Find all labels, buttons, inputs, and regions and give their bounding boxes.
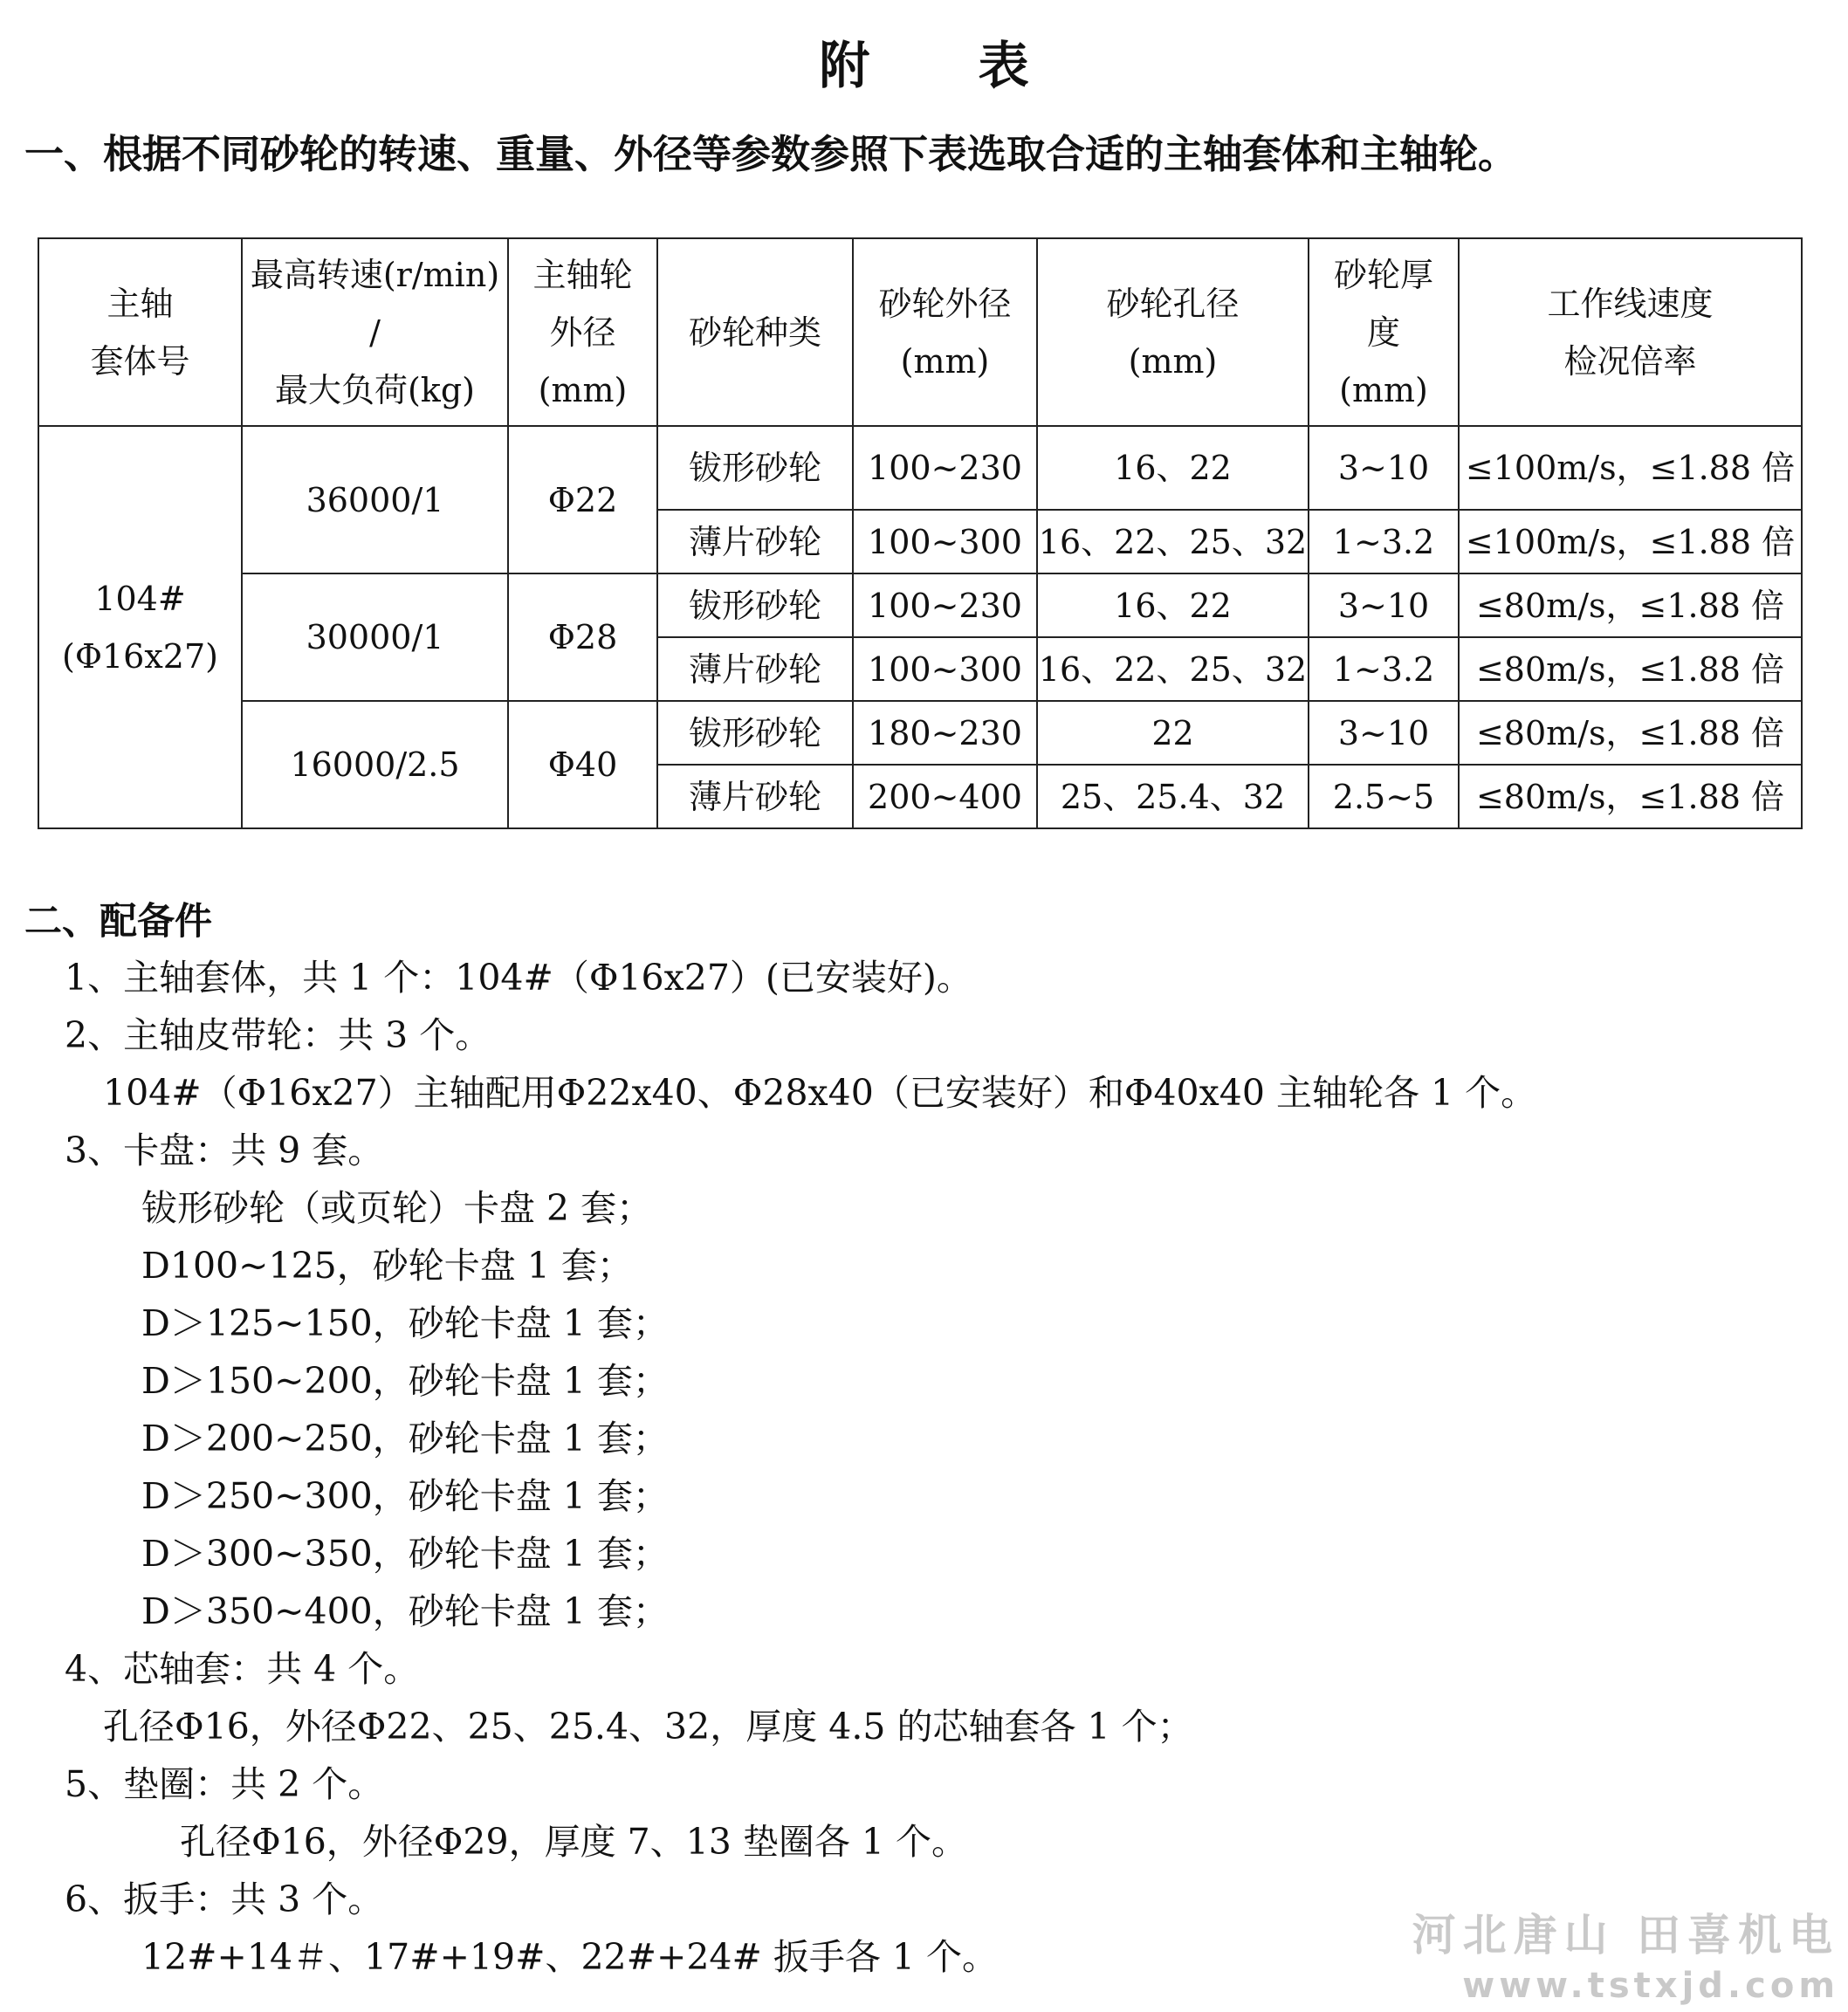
wheel-thickness-cell: 3~10 xyxy=(1309,573,1459,637)
wheel-thickness-cell: 1~3.2 xyxy=(1309,637,1459,701)
table-row xyxy=(38,426,1802,510)
list-item: 6、扳手：共 3 个。 xyxy=(65,1878,384,1920)
list-item: 1、主轴套体，共 1 个：104#（Φ16x27）(已安装好)。 xyxy=(65,957,972,999)
accessories-list xyxy=(0,949,1848,1986)
section-1-heading: 一、根据不同砂轮的转速、重量、外径等参数参照下表选取合适的主轴套体和主轴轮。 xyxy=(24,131,1518,177)
work-speed-cell: ≤80m/s，≤1.88 倍 xyxy=(1459,765,1802,828)
list-item: 2、主轴皮带轮：共 3 个。 xyxy=(65,1014,491,1056)
wheel-od-cell: 100~300 xyxy=(853,510,1037,573)
table-row xyxy=(38,573,1802,637)
wheel-type-cell: 钹形砂轮 xyxy=(657,573,853,637)
table-header-row xyxy=(38,238,1802,426)
pulley-cell: Φ28 xyxy=(508,573,657,701)
speed-load-cell: 36000/1 xyxy=(242,426,508,573)
wheel-thickness-cell: 1~3.2 xyxy=(1309,510,1459,573)
spindle-cell: 104# (Φ16x27) xyxy=(38,426,242,828)
header-wheel-bore: 砂轮孔径 (mm) xyxy=(1037,238,1309,426)
speed-load-cell: 30000/1 xyxy=(242,573,508,701)
header-speed-load: 最高转速(r/min) / 最大负荷(kg) xyxy=(242,238,508,426)
wheel-thickness-cell: 3~10 xyxy=(1309,426,1459,510)
header-spindle: 主轴 套体号 xyxy=(38,238,242,426)
wheel-od-cell: 200~400 xyxy=(853,765,1037,828)
page-title: 附 表 xyxy=(819,36,1075,95)
speed-load-cell: 16000/2.5 xyxy=(242,701,508,828)
wheel-type-cell: 薄片砂轮 xyxy=(657,765,853,828)
wheel-type-cell: 钹形砂轮 xyxy=(657,426,853,510)
spec-table xyxy=(38,237,1803,829)
header-wheel-od: 砂轮外径 (mm) xyxy=(853,238,1037,426)
work-speed-cell: ≤80m/s，≤1.88 倍 xyxy=(1459,573,1802,637)
wheel-thickness-cell: 2.5~5 xyxy=(1309,765,1459,828)
header-wheel-type: 砂轮种类 xyxy=(657,238,853,426)
wheel-thickness-cell: 3~10 xyxy=(1309,701,1459,765)
wheel-bore-cell: 16、22 xyxy=(1037,426,1309,510)
list-item: 12#+14＃、17#+19#、22#+24# 扳手各 1 个。 xyxy=(141,1936,999,1978)
list-item: D＞350~400，砂轮卡盘 1 套； xyxy=(141,1590,669,1632)
wheel-bore-cell: 25、25.4、32 xyxy=(1037,765,1309,828)
list-item: 3、卡盘：共 9 套。 xyxy=(65,1130,384,1171)
section-2-heading: 二、配备件 xyxy=(24,900,212,944)
table-row xyxy=(38,701,1802,765)
wheel-type-cell: 薄片砂轮 xyxy=(657,637,853,701)
wheel-bore-cell: 16、22、25、32 xyxy=(1037,637,1309,701)
wheel-od-cell: 100~230 xyxy=(853,573,1037,637)
list-item: 钹形砂轮（或页轮）卡盘 2 套； xyxy=(141,1187,653,1229)
list-item: 5、垫圈：共 2 个。 xyxy=(65,1763,384,1805)
wheel-od-cell: 100~300 xyxy=(853,637,1037,701)
list-item: D＞125~150，砂轮卡盘 1 套； xyxy=(141,1302,669,1344)
pulley-cell: Φ40 xyxy=(508,701,657,828)
wheel-type-cell: 钹形砂轮 xyxy=(657,701,853,765)
list-item: D100~125，砂轮卡盘 1 套； xyxy=(141,1245,633,1287)
wheel-bore-cell: 22 xyxy=(1037,701,1309,765)
watermark-url: www.tstxjd.com xyxy=(1462,1966,1839,2006)
watermark-company: 河北唐山 田喜机电 xyxy=(1412,1910,1839,1960)
list-item: D＞150~200，砂轮卡盘 1 套； xyxy=(141,1360,669,1402)
list-item: 孔径Φ16，外径Φ29，厚度 7、13 垫圈各 1 个。 xyxy=(180,1821,968,1863)
wheel-od-cell: 180~230 xyxy=(853,701,1037,765)
work-speed-cell: ≤80m/s，≤1.88 倍 xyxy=(1459,637,1802,701)
pulley-cell: Φ22 xyxy=(508,426,657,573)
list-item: D＞300~350，砂轮卡盘 1 套； xyxy=(141,1533,669,1575)
wheel-type-cell: 薄片砂轮 xyxy=(657,510,853,573)
work-speed-cell: ≤80m/s，≤1.88 倍 xyxy=(1459,701,1802,765)
work-speed-cell: ≤100m/s，≤1.88 倍 xyxy=(1459,510,1802,573)
header-work-speed: 工作线速度 检况倍率 xyxy=(1459,238,1802,426)
work-speed-cell: ≤100m/s，≤1.88 倍 xyxy=(1459,426,1802,510)
header-pulley: 主轴轮 外径 (mm) xyxy=(508,238,657,426)
list-item: 104#（Φ16x27）主轴配用Φ22x40、Φ28x40（已安装好）和Φ40x40 主轴轮各 1 个。 xyxy=(103,1072,1537,1114)
wheel-od-cell: 100~230 xyxy=(853,426,1037,510)
list-item: D＞200~250，砂轮卡盘 1 套； xyxy=(141,1418,669,1459)
list-item: 孔径Φ16，外径Φ22、25、25.4、32，厚度 4.5 的芯轴套各 1 个； xyxy=(103,1706,1193,1748)
list-item: D＞250~300，砂轮卡盘 1 套； xyxy=(141,1475,669,1517)
wheel-bore-cell: 16、22、25、32 xyxy=(1037,510,1309,573)
watermark xyxy=(1403,1907,1839,2009)
list-item: 4、芯轴套：共 4 个。 xyxy=(65,1648,420,1690)
header-wheel-thickness: 砂轮厚 度 (mm) xyxy=(1309,238,1459,426)
wheel-bore-cell: 16、22 xyxy=(1037,573,1309,637)
